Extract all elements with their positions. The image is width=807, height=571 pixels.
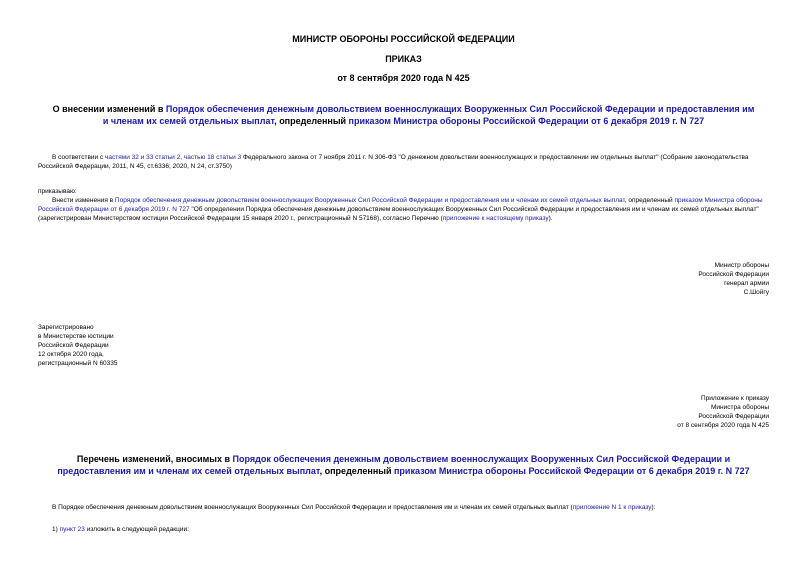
appendix-line-2: Министра обороны [711,404,769,411]
order-paragraph [38,196,769,223]
appendix-line-4: от 8 сентября 2020 года N 425 [677,422,769,429]
date-number-heading: от 8 сентября 2020 года N 425 [337,73,470,83]
appendix-reference [677,394,769,430]
title-prefix: О внесении изменений в [52,104,166,114]
item-1-link-point23[interactable]: пункт 23 [59,526,85,533]
list-title-prefix: Перечень изменений, вносимых в [76,454,233,464]
appendix-line-3: Российской Федерации [698,413,769,420]
list-title-mid: , определенный [319,466,394,476]
title-link-procedure[interactable]: Порядок обеспечения денежным довольствием военнослужащих Вооруженных Сил Российской Федерации и предоставления им и членам их семей отдельных выплат [102,104,755,126]
order-text-4: ). [548,215,553,222]
signature-line-1: Министр обороны [714,262,769,269]
title-link-order[interactable]: приказом Министра обороны Российской Федерации от 6 декабря 2019 г. N 727 [348,116,705,126]
preamble-link-part18[interactable]: частью 18 статьи 3 [183,154,242,161]
order-link-procedure[interactable]: Порядок обеспечения денежным довольствием военнослужащих Вооруженных Сил Российской Федерации и предоставления им и членам их семей отдельных выплат [114,197,625,204]
preamble-text-3: Федерального закона от 7 ноября 2011 г. N 306-ФЗ "О денежном довольствии военнослужащих и предоставлении им отдельных выплат" (Собрание законодательства Российской Федерации, 2011, N 45, ст.6336; 2020, N 24, ст.3750) [38,154,749,170]
list-intro-paragraph [52,503,769,512]
signature-line-3: генерал армии [724,280,769,287]
registration-line-2: в Министерстве юстиции [38,333,114,340]
registration-line-1: Зарегистрировано [38,324,94,331]
order-text-2: , определенный [624,197,675,204]
document-title [50,103,757,127]
issuer-heading: МИНИСТР ОБОРОНЫ РОССИЙСКОЙ ФЕДЕРАЦИИ [292,34,515,44]
list-title-link-procedure[interactable]: Порядок обеспечения денежным довольствием военнослужащих Вооруженных Сил Российской Федерации и предоставления им и членам их семей отдельных выплат [57,454,731,476]
registration-line-5: регистрационный N 60335 [38,360,118,367]
list-intro-text-2: ): [651,504,656,511]
list-title-link-order[interactable]: приказом Министра обороны Российской Федерации от 6 декабря 2019 г. N 727 [393,466,750,476]
item-1-text: изложить в следующей редакции: [84,526,189,533]
signature-line-4: С.Шойгу [743,289,769,296]
registration-line-3: Российской Федерации [38,342,109,349]
signature-line-2: Российской Федерации [698,271,769,278]
order-link-appendix[interactable]: приложение к настоящему приказу [442,215,549,222]
order-verb: приказываю: [38,188,77,195]
preamble-link-parts[interactable]: частями 32 и 33 статьи 2 [105,154,181,161]
registration-line-4: 12 октября 2020 года, [38,351,104,358]
order-link-order727[interactable]: приказом Министра обороны Российской Федерации от 6 декабря 2019 г. N 727 [38,197,763,213]
preamble-paragraph [38,153,769,171]
registration-block [38,323,118,368]
item-1-number: 1) [52,526,60,533]
order-text-1: Внести изменения в [52,197,115,204]
title-mid: , определенный [274,116,349,126]
item-1-paragraph [52,525,189,534]
preamble-text-1: В соответствии с [52,154,106,161]
order-text-3: "Об определении Порядка обеспечения денежным довольствием военнослужащих Вооруженных Сил Российской Федерации и предоставления им и членам их семей отдельных выплат" (зарегистрирован Министерством юстиции Российской Федерации 15 января 2020 г., регистрационный N 57168), согласно Перечню ( [38,206,759,222]
list-intro-text-1: В Порядке обеспечения денежным довольствием военнослужащих Вооруженных Сил Российской Федерации и предоставления им и членам их семей отдельных выплат ( [52,504,573,511]
appendix-line-1: Приложение к приказу [700,395,769,402]
list-intro-link-appendix1[interactable]: приложение N 1 к приказу [572,504,652,511]
preamble-text-2: , [180,154,184,161]
doc-type-heading: ПРИКАЗ [385,54,422,64]
list-title [40,453,767,477]
signature-block [698,261,769,297]
